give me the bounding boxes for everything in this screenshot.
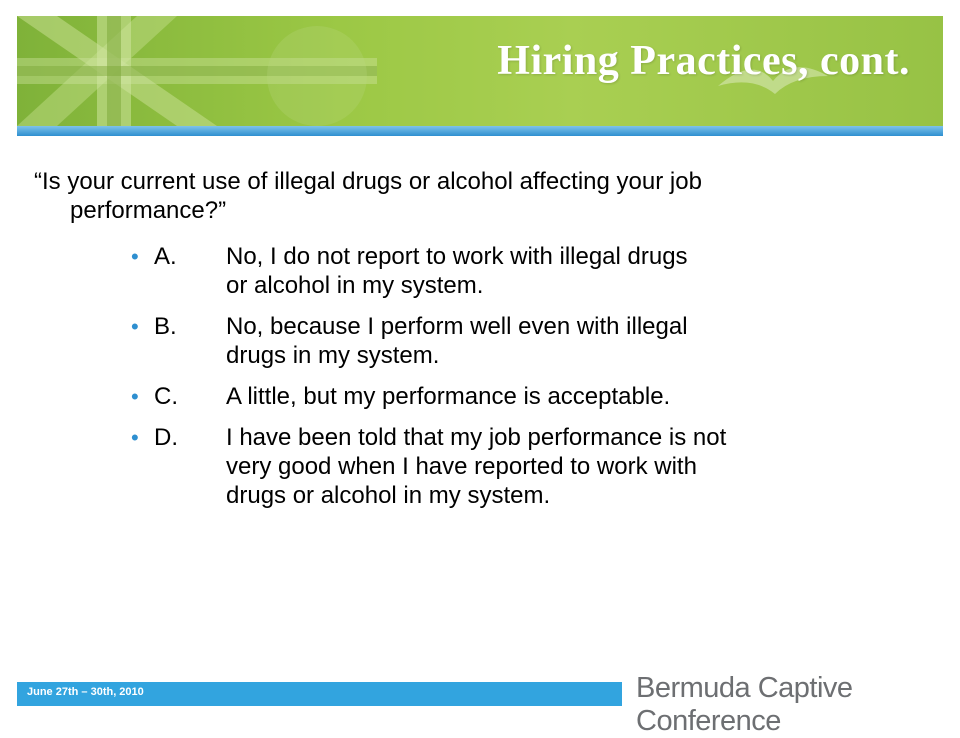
option-letter: A.	[154, 243, 177, 270]
answer-options-list	[131, 242, 891, 522]
option-b	[131, 312, 891, 370]
option-letter: B.	[154, 313, 177, 340]
option-d	[131, 423, 891, 510]
option-text-line: No, I do not report to work with illegal drugs	[226, 243, 688, 270]
bullet-icon: •	[131, 314, 139, 339]
option-letter: D.	[154, 424, 178, 451]
option-text	[226, 423, 891, 510]
option-text-line: drugs in my system.	[226, 342, 440, 369]
bullet-icon: •	[131, 425, 139, 450]
bullet-icon: •	[131, 244, 139, 269]
option-text-line: A little, but my performance is acceptable.	[226, 383, 671, 410]
option-text	[226, 242, 891, 300]
option-text-line: I have been told that my job performance is not	[226, 424, 727, 451]
question-text	[34, 167, 914, 225]
question-line-2: performance?”	[70, 197, 227, 224]
option-text	[226, 382, 891, 411]
footer-date: June 27th – 30th, 2010	[27, 686, 144, 698]
option-c	[131, 382, 891, 411]
option-text-line: very good when I have reported to work with	[226, 453, 697, 480]
conference-logo: Bermuda Captive Conference	[636, 672, 853, 737]
option-letter: C.	[154, 383, 178, 410]
header-divider	[17, 126, 943, 136]
slide-title: Hiring Practices, cont.	[497, 38, 910, 84]
option-text-line: No, because I perform well even with illegal	[226, 313, 688, 340]
option-a	[131, 242, 891, 300]
union-flag-graphic	[17, 16, 377, 126]
option-text-line: or alcohol in my system.	[226, 272, 484, 299]
option-text	[226, 312, 891, 370]
bullet-icon: •	[131, 384, 139, 409]
question-line-1: “Is your current use of illegal drugs or alcohol affecting your job	[34, 168, 702, 195]
option-text-line: drugs or alcohol in my system.	[226, 482, 551, 509]
